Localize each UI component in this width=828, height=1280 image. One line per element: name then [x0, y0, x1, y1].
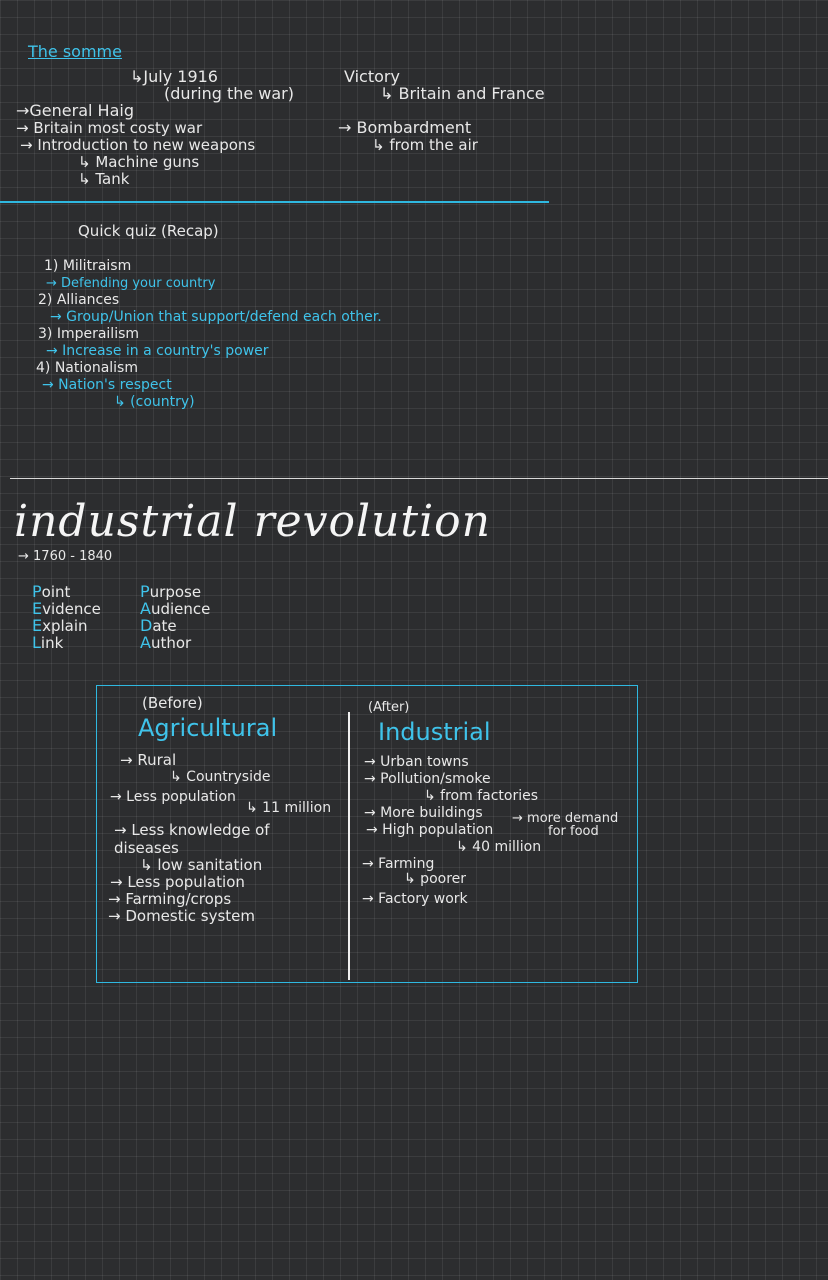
right-buildings: → More buildings: [364, 805, 483, 821]
quiz-q4: 4) Nationalism: [36, 360, 138, 376]
somme-bombardment-sub: ↳ from the air: [372, 136, 478, 154]
left-domestic: → Domestic system: [108, 907, 256, 925]
somme-victory-sub: ↳ Britain and France: [380, 84, 545, 103]
left-less-knowledge: → Less knowledge of: [114, 821, 270, 839]
section-divider: [10, 478, 828, 479]
pada-audience: Audience: [140, 599, 211, 618]
somme-weapons: → Introduction to new weapons: [20, 136, 256, 154]
before-title: Agricultural: [138, 714, 278, 742]
industrial-dates: → 1760 - 1840: [18, 549, 113, 564]
right-poorer: ↳ poorer: [404, 871, 467, 887]
left-countryside: ↳ Countryside: [170, 769, 271, 785]
left-eleven: ↳ 11 million: [246, 800, 332, 816]
somme-date: ↳July 1916: [130, 67, 218, 86]
quiz-q2: 2) Alliances: [38, 292, 120, 308]
somme-title: The somme: [28, 42, 122, 61]
pada-author: Author: [140, 633, 192, 652]
peel-explain: Explain: [32, 616, 88, 635]
right-pollution: → Pollution/smoke: [364, 771, 491, 787]
quiz-q1: 1) Militraism: [44, 258, 132, 274]
before-label: (Before): [142, 694, 203, 712]
peel-link: Link: [32, 633, 64, 652]
quiz-q3: 3) Imperailism: [38, 326, 140, 342]
left-farming: → Farming/crops: [108, 890, 232, 908]
pada-purpose: Purpose: [140, 582, 202, 601]
right-high-pop: → High population: [366, 822, 494, 838]
right-factory: → Factory work: [362, 891, 468, 907]
left-less-pop: → Less population: [110, 789, 236, 805]
peel-evidence: Evidence: [32, 599, 101, 618]
right-food: for food: [548, 824, 599, 839]
somme-divider: [0, 201, 549, 203]
after-title: Industrial: [378, 718, 491, 746]
peel-point: Point: [32, 582, 71, 601]
somme-haig: →General Haig: [16, 101, 134, 120]
right-forty: ↳ 40 million: [456, 839, 542, 855]
quiz-a3: → Increase in a country's power: [46, 343, 269, 359]
quiz-a4: → Nation's respect: [42, 377, 172, 393]
left-rural: → Rural: [120, 751, 177, 769]
left-diseases: diseases: [114, 839, 179, 857]
comparison-divider: [348, 712, 350, 980]
right-urban: → Urban towns: [364, 754, 469, 770]
somme-machine-guns: ↳ Machine guns: [78, 153, 200, 171]
quiz-a1: → Defending your country: [46, 276, 216, 291]
left-sanitation: ↳ low sanitation: [140, 856, 263, 874]
somme-costly: → Britain most costy war: [16, 119, 203, 137]
somme-tank: ↳ Tank: [78, 170, 130, 188]
right-demand: → more demand: [512, 811, 619, 826]
right-factories: ↳ from factories: [424, 788, 539, 804]
left-less-pop2: → Less population: [110, 873, 245, 891]
pada-date: Date: [140, 616, 177, 635]
somme-bombardment: → Bombardment: [338, 118, 472, 137]
industrial-heading: industrial revolution: [14, 496, 491, 547]
quiz-a4-sub: ↳ (country): [114, 394, 195, 410]
somme-during: (during the war): [164, 84, 294, 103]
after-label: (After): [368, 700, 410, 715]
right-farming: → Farming: [362, 856, 435, 872]
quiz-title: Quick quiz (Recap): [78, 222, 219, 240]
somme-victory: Victory: [344, 67, 400, 86]
quiz-a2: → Group/Union that support/defend each other.: [50, 309, 382, 325]
